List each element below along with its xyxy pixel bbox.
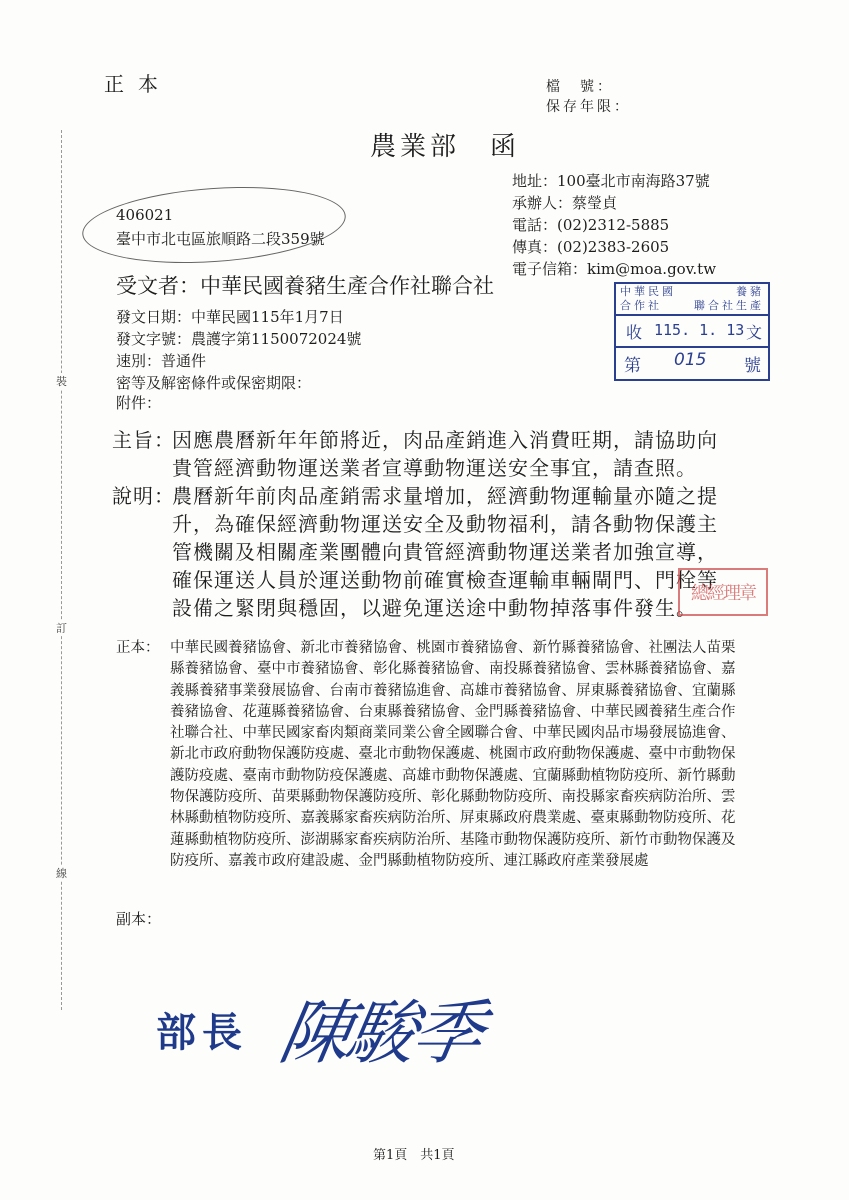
secrecy: 密等及解密條件或保密期限： bbox=[116, 374, 312, 392]
handwritten-oval bbox=[80, 179, 349, 271]
speed: 速別：普通件 bbox=[116, 352, 207, 370]
recipient: 受文者：中華民國養豬生產合作社聯合社 bbox=[116, 274, 494, 298]
sender-address: 地址：100臺北市南海路37號 bbox=[512, 172, 710, 190]
explanation-line-3: 管機關及相關產業團體向貴管經濟動物運送業者加強宣導， bbox=[172, 540, 718, 564]
attachment: 附件： bbox=[116, 394, 162, 412]
cc-list: 中華民國養豬協會、新北市養豬協會、桃園市養豬協會、新竹縣養豬協會、社團法人苗栗縣養豬協會、臺中市養豬協會、彰化縣養豬協會、南投縣養豬協會、雲林縣養豬協會、嘉義縣養豬事業發展協會、台南市養豬協進會、高雄市養豬協會、屏東縣養豬協會、宜蘭縣養豬協會、花蓮縣養豬協會、台東縣養豬協會、金門縣養豬協會、中華民國養豬生產合作社聯合社、中華民國家畜肉類商業同業公會全國聯合會、中華民國肉品市場發展協進會、新北市政府動物保護防疫處、臺北市動物保護處、桃園市政府動物保護處、臺中市動物保護防疫處、臺南市動物防疫保護處、高雄市動物保護處、宜蘭縣動植物防疫所、新竹縣動物保護防疫所、苗栗縣動物保護防疫所、彰化縣動物防疫所、南投縣家畜疾病防治所、雲林縣動植物防疫所、嘉義縣家畜疾病防治所、屏東縣政府農業處、臺東縣動物防疫所、花蓮縣動植物防疫所、澎湖縣家畜疾病防治所、基隆市動物保護防疫所、新竹市動物保護及防疫所、嘉義市政府建設處、金門縣動植物防疫所、連江縣政府產業發展處 bbox=[170, 640, 736, 869]
stamp-org-2: 合作社 bbox=[620, 299, 662, 312]
fold-mark-top: 裝 bbox=[56, 375, 67, 388]
stamp-org-4: 養豬 bbox=[736, 285, 764, 298]
explanation-line-5: 設備之緊閉與穩固，以避免運送途中動物掉落事件發生。 bbox=[172, 596, 697, 620]
handwritten-signature: 陳駿季 bbox=[273, 992, 487, 1074]
email: 電子信箱：kim@moa.gov.tw bbox=[512, 260, 717, 278]
document-title bbox=[370, 126, 520, 163]
explanation-line-1: 農曆新年前肉品產銷需求量增加，經濟動物運輸量亦隨之提 bbox=[172, 484, 718, 508]
recipient-address: 臺中市北屯區旅順路二段359號 bbox=[116, 230, 325, 248]
stamp-suffix: 文 bbox=[746, 323, 763, 342]
retention-period-label: 保存年限： bbox=[546, 99, 631, 115]
title-org: 農業部 bbox=[370, 132, 461, 162]
stamp-number-suffix: 號 bbox=[744, 356, 761, 376]
minister-signature bbox=[150, 975, 570, 1075]
fax: 傳真：(02)2383-2605 bbox=[512, 238, 670, 256]
fold-mark-bottom: 線 bbox=[56, 867, 67, 880]
stamp-org-1: 中華民國 bbox=[620, 285, 676, 298]
officer: 承辦人：蔡瑩貞 bbox=[512, 194, 618, 212]
subject-line-1: 因應農曆新年年節將近，肉品產銷進入消費旺期，請協助向 bbox=[172, 428, 718, 452]
explanation-line-2: 升，為確保經濟動物運送安全及動物福利，請各動物保護主 bbox=[172, 512, 718, 536]
cc-block bbox=[116, 638, 736, 872]
page-number: 第1頁 共1頁 bbox=[373, 1148, 455, 1163]
stamp-org-3: 聯合社 bbox=[694, 299, 736, 312]
recipient-postcode: 406021 bbox=[116, 206, 174, 224]
subject-label: 主旨： bbox=[112, 428, 175, 452]
file-number-label: 檔 號： bbox=[546, 79, 614, 95]
explanation-label: 說明： bbox=[112, 484, 175, 508]
explanation-line-4: 確保運送人員於運送動物前確實檢查運輸車輛閘門、門栓等 bbox=[172, 568, 718, 592]
title-type: 函 bbox=[490, 132, 521, 162]
stamp-org-5: 生產 bbox=[736, 299, 764, 312]
issue-date: 發文日期：中華民國115年1月7日 bbox=[116, 308, 344, 326]
red-seal: 總經理章 bbox=[678, 568, 768, 616]
phone: 電話：(02)2312-5885 bbox=[512, 216, 670, 234]
minister-title: 部長 bbox=[156, 1010, 248, 1056]
copy-to-label: 副本： bbox=[116, 910, 162, 928]
stamp-number: 015 bbox=[674, 350, 707, 370]
stamp-number-prefix: 第 bbox=[624, 356, 641, 376]
subject-line-2: 貴管經濟動物運送業者宣導動物運送安全事宜，請查照。 bbox=[172, 456, 697, 480]
stamp-date: 115. 1. 13 bbox=[654, 321, 745, 339]
cc-label: 正本： bbox=[116, 640, 160, 656]
copy-type-label: 正本 bbox=[104, 72, 172, 96]
stamp-prefix: 收 bbox=[626, 323, 643, 342]
fold-mark-middle: 訂 bbox=[56, 622, 67, 635]
received-stamp bbox=[614, 282, 770, 381]
document-number: 發文字號：農護字第1150072024號 bbox=[116, 330, 362, 348]
